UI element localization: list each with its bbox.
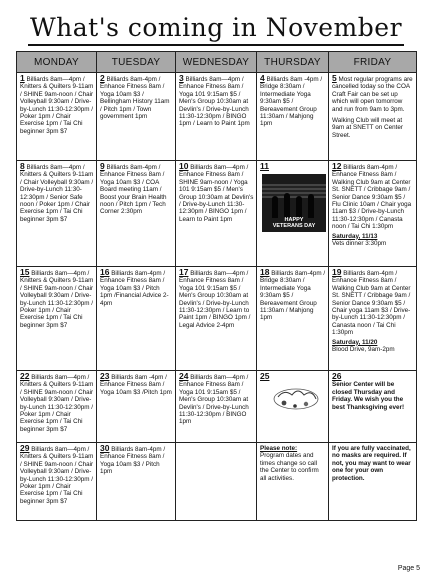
calendar-grid	[16, 51, 417, 521]
week-row-5	[17, 443, 417, 521]
day-events: Billiards 8am -4pm / Enhance Fitness 8am / Yoga 10am $3 /Pitch 1pm	[100, 374, 172, 396]
day-events: Billiards 8am—4pm / Enhance Fitness 8am / SHINE 9am-noon / Yoga 101 9:15am $5 / Men's Group 10:30am at Devlin's / Drive-by-Lunch 11:30-12:30pm / BINGO 1pm / Learn to Paint 1pm	[179, 164, 254, 223]
day-cell-18	[257, 267, 329, 371]
day-cell-22	[17, 371, 97, 443]
page-title: What's coming in November	[29, 13, 403, 42]
weekday-friday: FRIDAY	[329, 52, 417, 73]
weekday-tuesday: TUESDAY	[97, 52, 176, 73]
day-number: 9	[100, 161, 105, 171]
day-number: 25	[260, 371, 270, 381]
day-number: 30	[100, 443, 110, 453]
week-row-1	[17, 73, 417, 161]
day-cell-17	[176, 267, 257, 371]
day-number: 3	[179, 73, 184, 83]
weekday-wednesday: WEDNESDAY	[176, 52, 257, 73]
day-events: Billiards 8am—4pm / Enhance Fitness 8am / Yoga 101 9:15am $5 / Men's Group 10:30am at Devlin's / Drive-by-Lunch 11:30-12:30pm / BINGO 1pm / Learn to Paint 1pm	[179, 76, 250, 128]
veterans-day-banner: HAPPY VETERANS DAY	[272, 217, 316, 229]
day-cell-1	[17, 73, 97, 161]
day-number: 29	[20, 443, 30, 453]
saturday-heading: Saturday, 11/13	[332, 232, 378, 240]
walking-club-note: Walking Club will meet at 9am at SNETT on Center Street.	[332, 117, 403, 139]
day-number: 8	[20, 161, 25, 171]
day-events: Billiards 8am -4pm / Bridge 8:30am / Intermediate Yoga 9:30am $5 / Bereavement Group 11:30am / Mahjong 1pm	[260, 76, 323, 128]
day-events: Billiards 8am-4pm / Enhance Fitness 8am / Yoga 10am $3 / COA Board meeting 11am / Boost your Brain Health noon / Pitch 1pm / Tech Corner 2:30pm	[100, 164, 167, 216]
day-events: Billiards 8am-4pm / Enhance Fitness 8am / Walking Club 9am at Center St. SNETT / Cribbage 9am / Senior Dance 9:30am $5 / Flu Clinic 10am / Chair yoga 11am $3 / Drive-by-Lunch 11:30-12:30pm / Canasta noon / Tai Chi 1:30pm	[332, 164, 412, 231]
day-events: Billiards 8am—4pm / Knitters & Quilters 9-11am / SHINE 9am-noon / Chair Volleyball 9:30am / Drive-by-Lunch 11:30-12:30pm / Poker 1pm / Chair Exercise 1pm / Tai Chi beginner 3pm $7	[20, 446, 94, 505]
saturday-event: Vets dinner 3:30pm	[332, 240, 387, 248]
day-events: Billiards 8am-4pm / Bridge 8:30am / Intermediate Yoga 9:30am $5 / Bereavement Group 11:30am / Mahjong 1pm	[260, 270, 326, 322]
day-cell-5	[329, 73, 417, 161]
day-cell-9	[97, 161, 176, 267]
day-number: 12	[332, 161, 342, 171]
week-row-3	[17, 267, 417, 371]
day-number: 19	[332, 267, 342, 277]
day-number: 22	[20, 371, 30, 381]
day-events: Billiards 8am—4pm / Knitters & Quilters 9-11am / Chair Volleyball 9:30am / Drive-by-Lunch 11:30-12:30pm / Senior Safe noon / Poker 1pm / Chair Exercise 1pm / Tai Chi beginner 3pm $7	[20, 164, 94, 223]
closure-notice: Senior Center will be closed Thursday and Friday. We wish you the best Thanksgiving ever!	[332, 381, 405, 411]
day-events: Billiards 8am-4pm / Enhance Fitness 8am / Yoga 10am $3 / Bellingham History 11am / Pitch 1pm / Town government 1pm	[100, 76, 170, 121]
day-cell-10	[176, 161, 257, 267]
day-events: Billiards 8am-4pm / Enhance Fitness 8am / Walking Club 9am at Center St. SNETT / Cribbage 9am / Senior Dance 9:30am $5 / Chair yoga 11am $3 / Drive-by-Lunch 11:30-12:30pm / Canasta noon / Tai Chi 1:30pm	[332, 270, 411, 337]
thanksgiving-icon	[266, 383, 326, 413]
note-heading: Please note:	[260, 445, 298, 452]
day-events: Billiards 8am—4pm / Enhance Fitness 8am / Yoga 101 9:15am $5 / Men's Group 10:30am at Devlin's / Drive-by-Lunch 11:30-12:30pm / Learn to Paint 1pm / BINGO 1pm / Legal Advice 2-4pm	[179, 270, 251, 329]
day-number: 11	[260, 161, 269, 171]
day-events: Most regular programs are cancelled today so the COA Craft Fair can be set up which will open tomorrow and run from 9am to 3pm.	[332, 76, 413, 113]
day-cell-15	[17, 267, 97, 371]
day-events: Billiards 8am-4pm / Enhance Fitness 8am / Yoga 10am $3 / Pitch 1pm	[100, 446, 166, 476]
vaccination-note	[329, 443, 417, 521]
day-cell-24	[176, 371, 257, 443]
day-cell-3	[176, 73, 257, 161]
day-cell-26	[329, 371, 417, 443]
day-cell-16	[97, 267, 176, 371]
day-number: 2	[100, 73, 105, 83]
day-cell-11	[257, 161, 329, 267]
day-events: Billiards 8am-4pm / Enhance Fitness 8am / Yoga 10am $3 / Pitch 1pm /Financial Advice 2-4pm	[100, 270, 169, 307]
day-number: 10	[179, 161, 189, 171]
day-cell-8	[17, 161, 97, 267]
day-cell-25	[257, 371, 329, 443]
day-cell-2	[97, 73, 176, 161]
day-cell-4	[257, 73, 329, 161]
soldier-silhouette	[284, 193, 290, 218]
day-events: Billiards 8am—4pm / Knitters & Quilters 9-11am / SHINE 9am-noon / Chair Volleyball 9:30am / Drive-by-Lunch 11:30-12:30pm / Poker 1pm / Chair Exercise 1pm / Tai Chi beginner 3pm $7	[20, 76, 94, 135]
day-cell-23	[97, 371, 176, 443]
day-cell-29	[17, 443, 97, 521]
day-events: Billiards 8am—4pm / Knitters & Quilters 9-11am / SHINE 9am-noon / Chair Volleyball 9:30am / Drive-by-Lunch 11:30-12:30pm / Poker 1pm / Chair Exercise 1pm / Tai Chi beginner 3pm $7	[20, 270, 94, 329]
weekday-header-row	[17, 52, 417, 73]
vaccination-text: If you are fully vaccinated, no masks are required. If not, you may want to wear one for your own protection.	[332, 445, 411, 482]
weekday-monday: MONDAY	[17, 52, 97, 73]
empty-cell	[176, 443, 257, 521]
day-number: 24	[179, 371, 189, 381]
day-number: 4	[260, 73, 265, 83]
soldier-silhouette	[296, 196, 302, 218]
day-cell-12	[329, 161, 417, 267]
day-number: 17	[179, 267, 189, 277]
day-number: 5	[332, 73, 337, 83]
day-number: 16	[100, 267, 110, 277]
day-number: 15	[20, 267, 30, 277]
day-number: 18	[260, 267, 270, 277]
day-number: 26	[332, 371, 342, 381]
page-number: Page 5	[397, 565, 420, 572]
day-number: 1	[20, 73, 25, 83]
note-text: Program dates and times change so call the Center to confirm all activities.	[260, 452, 319, 482]
day-cell-19	[329, 267, 417, 371]
saturday-heading: Saturday, 11/20	[332, 338, 378, 346]
week-row-4	[17, 371, 417, 443]
day-events: Billiards 8am—4pm / Enhance Fitness 8am / Yoga 101 9:15am $5 / Men's Group 10:30am at Devlin's / Drive-by-Lunch 11:30-12:30pm / BINGO 1pm	[179, 374, 249, 426]
day-number: 23	[100, 371, 110, 381]
title-underline	[28, 44, 404, 46]
week-row-2	[17, 161, 417, 267]
soldier-silhouette	[272, 196, 278, 218]
veterans-day-image	[262, 174, 326, 232]
day-events: Billiards 8am—4pm / Knitters & Quilters 9-11am / SHINE 9am-noon / Chair Volleyball 9:30am / Drive-by-Lunch 11:30-12:30pm / Poker 1pm / Chair Exercise 1pm / Tai Chi beginner 3pm $7	[20, 374, 94, 433]
day-cell-30	[97, 443, 176, 521]
program-change-note	[257, 443, 329, 521]
weekday-thursday: THURSDAY	[257, 52, 329, 73]
soldier-silhouette	[308, 194, 314, 218]
saturday-event: Blood Drive, 9am-2pm	[332, 346, 395, 354]
